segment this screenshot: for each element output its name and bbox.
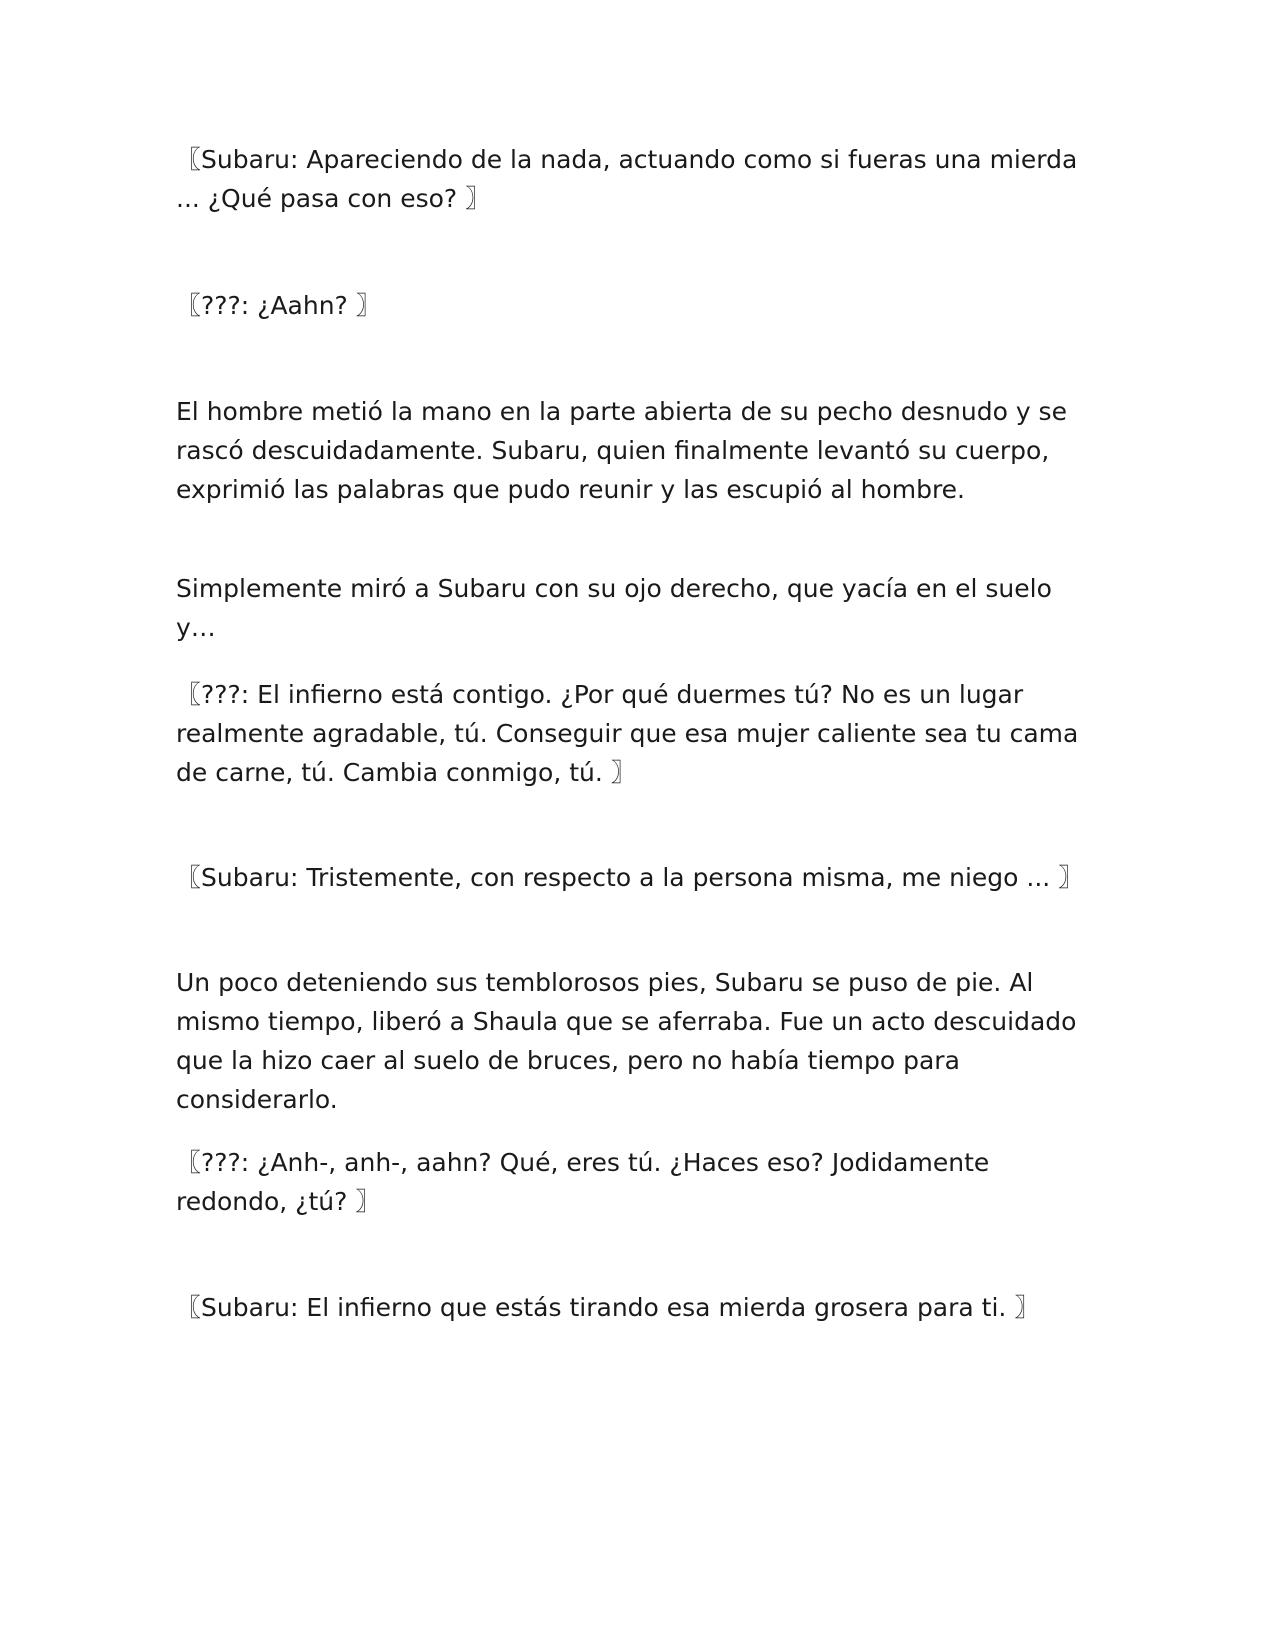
dialogue-paragraph: 〖???: ¿Aahn? 〗: [176, 291, 381, 320]
narration-paragraph: El hombre metió la mano en la parte abierta de su pecho desnudo y se rascó descuidadamente. Subaru, quien finalmente levantó su cuerpo, exprimió las palabras que pudo reunir y las escupió al hombre.: [176, 397, 1067, 504]
narration-paragraph: Un poco deteniendo sus temblorosos pies, Subaru se puso de pie. Al mismo tiempo, liberó a Shaula que se aferraba. Fue un acto descuidado que la hizo caer al suelo de bruces, pero no había tiempo para considerarlo.: [176, 968, 1077, 1114]
dialogue-paragraph: 〖???: ¿Anh-, anh-, aahn? Qué, eres tú. ¿Haces eso? Jodidamente redondo, ¿tú? 〗: [176, 1148, 990, 1216]
dialogue-paragraph: 〖Subaru: Tristemente, con respecto a la persona misma, me niego ... 〗: [176, 863, 1084, 892]
dialogue-paragraph: 〖???: El infierno está contigo. ¿Por qué duermes tú? No es un lugar realmente agradable, tú. Conseguir que esa mujer caliente sea tu cama de carne, tú. Cambia conmigo, tú. 〗: [176, 680, 1079, 787]
dialogue-paragraph: 〖Subaru: El infierno que estás tirando esa mierda grosera para ti. 〗: [176, 1293, 1040, 1322]
dialogue-paragraph: 〖Subaru: Apareciendo de la nada, actuando como si fueras una mierda ... ¿Qué pasa con eso? 〗: [176, 145, 1078, 213]
narration-paragraph: Simplemente miró a Subaru con su ojo derecho, que yacía en el suelo y…: [176, 574, 1052, 642]
